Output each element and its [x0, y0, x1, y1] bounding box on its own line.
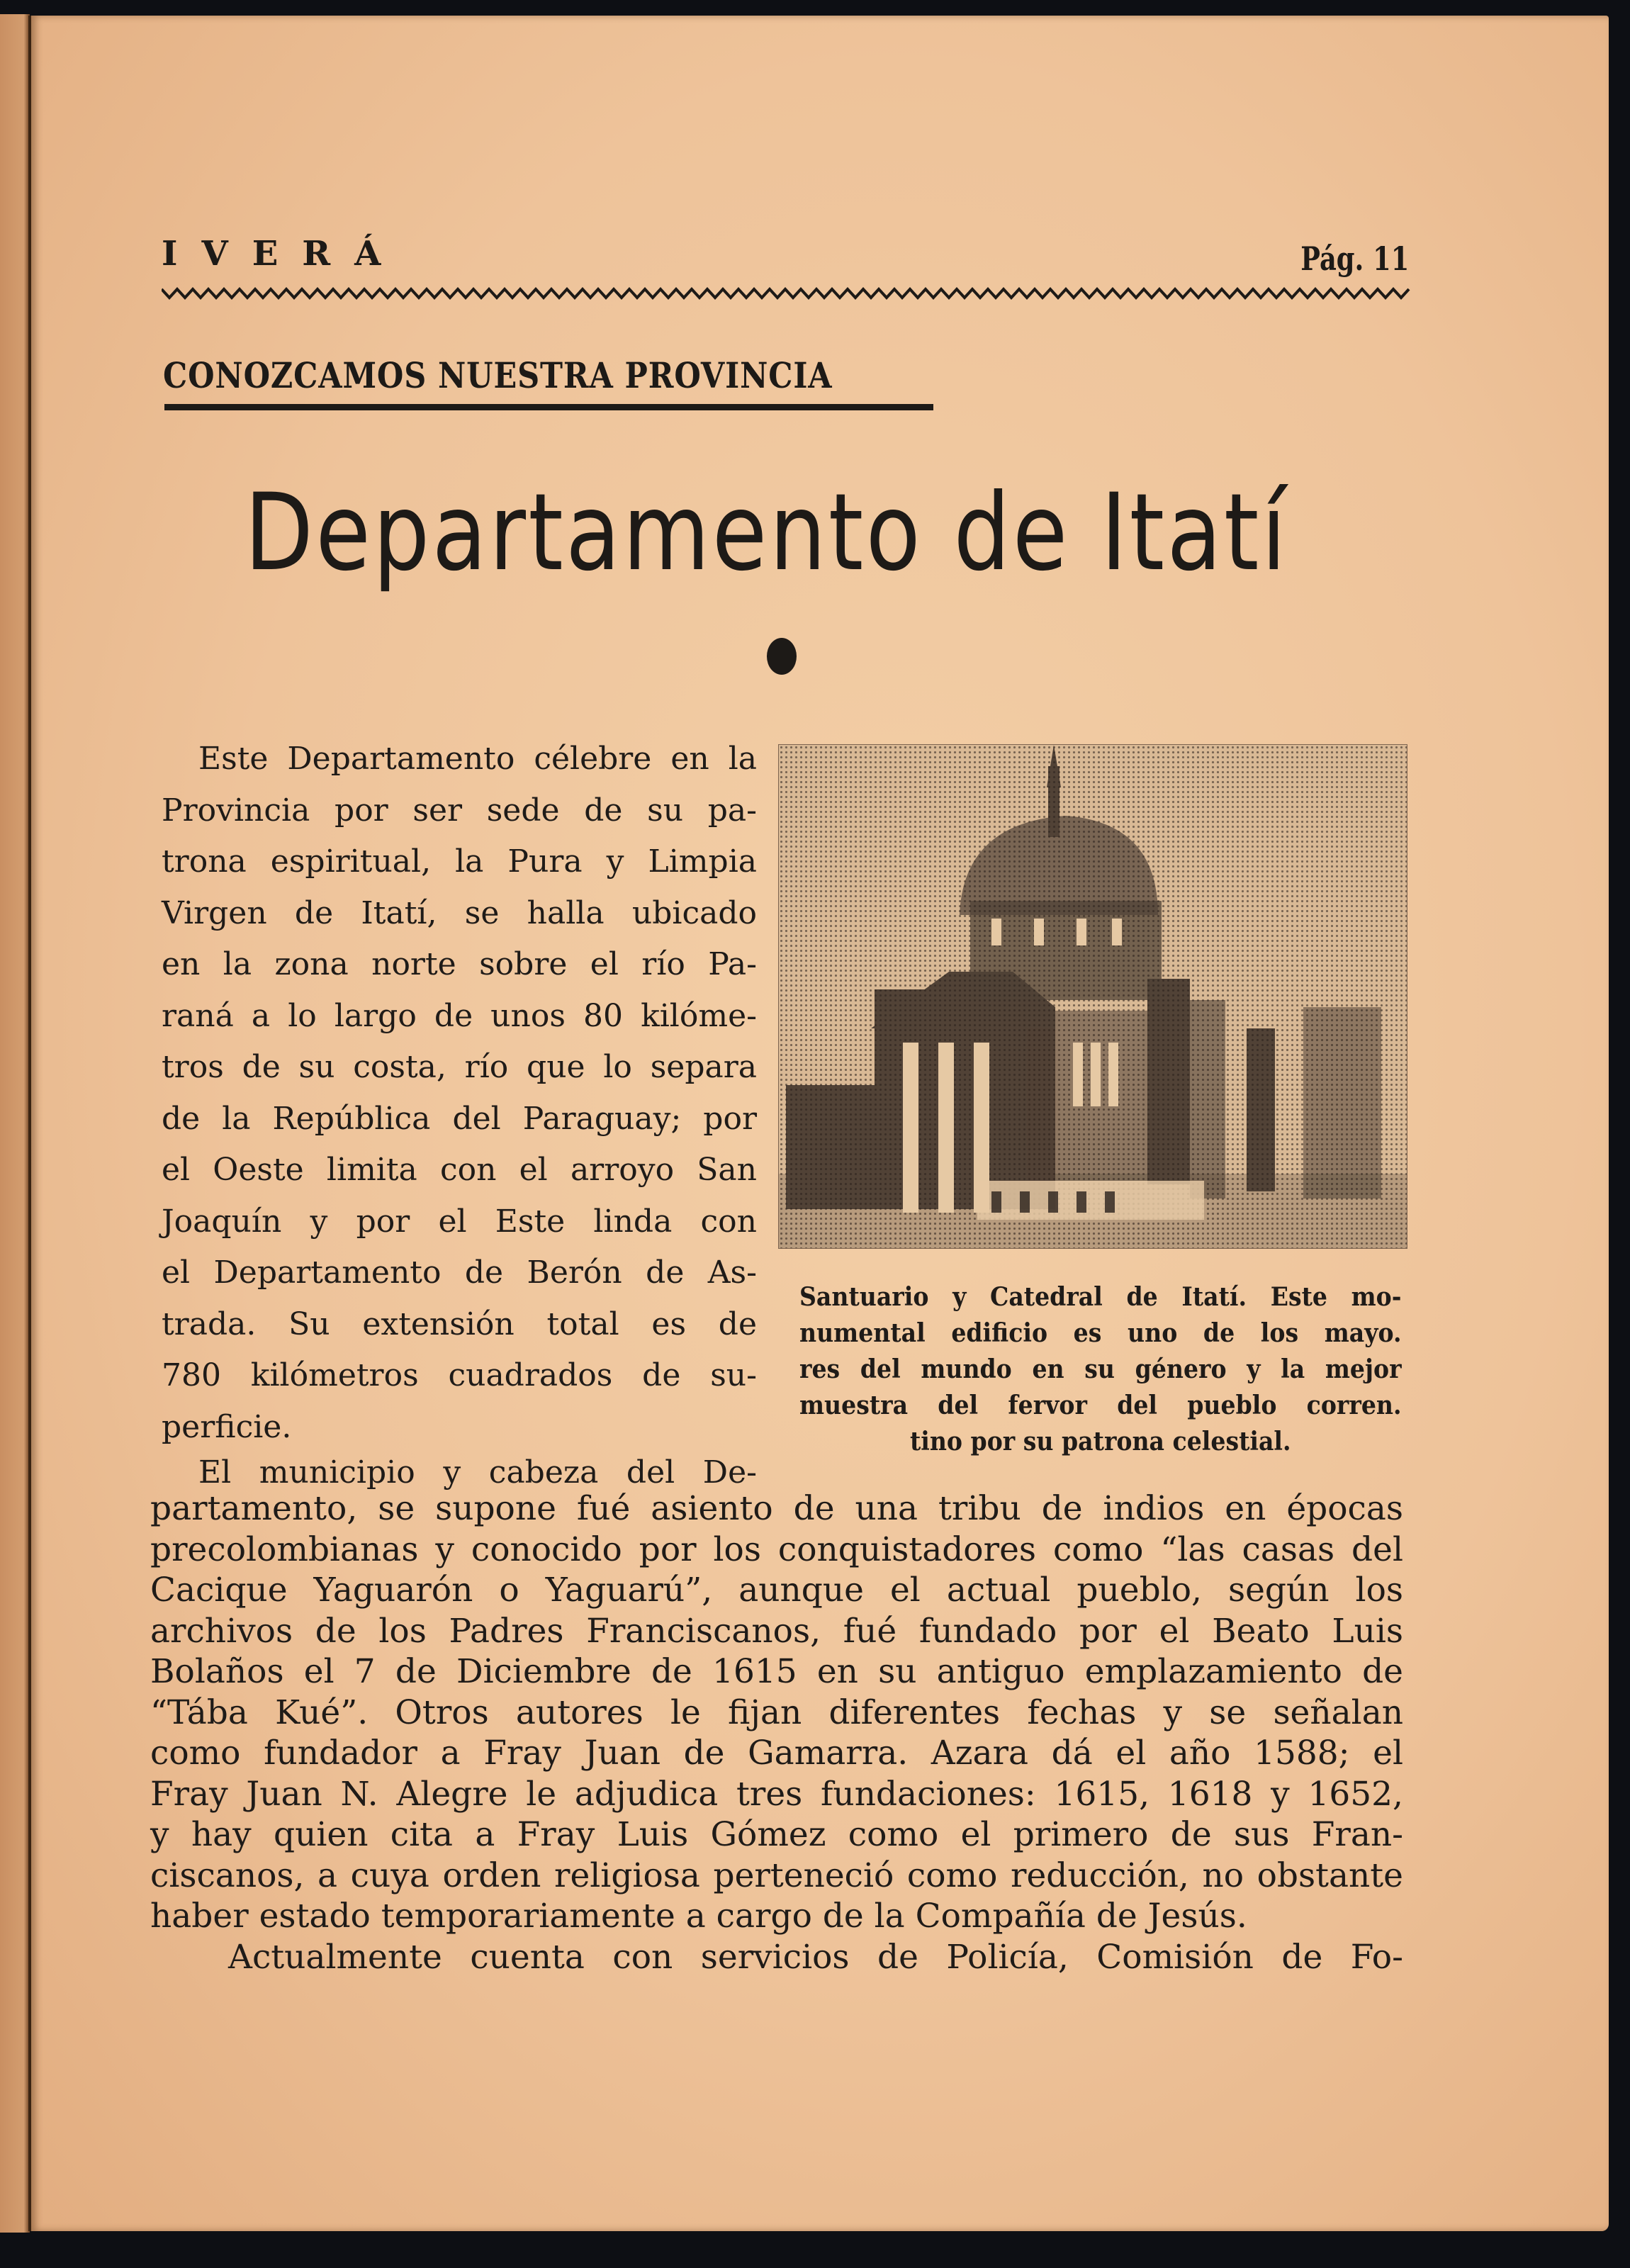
text-line: El municipio y cabeza del De-	[198, 1454, 757, 1491]
text-line: trona espiritual, la Pura y Limpia	[162, 843, 757, 880]
photo-caption	[799, 1279, 1405, 1460]
text-line: 780 kilómetros cuadrados de su-	[162, 1357, 757, 1393]
text-line: perficie.	[162, 1408, 292, 1445]
cathedral-illustration	[779, 745, 1407, 1248]
text-line: como fundador a Fray Juan de Gamarra. Azara dá el año 1588; el	[150, 1734, 1403, 1773]
zigzag-rule	[162, 286, 1410, 301]
text-line: Este Departamento célebre en la	[198, 741, 757, 777]
text-line: ciscanos, a cuya orden religiosa perteneció como reducción, no obstante	[150, 1856, 1403, 1895]
text-line: Virgen de Itatí, se halla ubicado	[162, 894, 757, 931]
caption-line: muestra del fervor del pueblo corren.	[799, 1391, 1402, 1420]
text-line: el Departamento de Berón de As-	[162, 1254, 757, 1291]
section-heading: CONOZCAMOS NUESTRA PROVINCIA	[163, 354, 833, 396]
publication-name: IVERÁ	[162, 234, 405, 274]
text-line: de la República del Paraguay; por	[162, 1100, 757, 1137]
text-line: Fray Juan N. Alegre le adjudica tres fundaciones: 1615, 1618 y 1652,	[150, 1774, 1403, 1814]
text-line: tros de su costa, río que lo separa	[162, 1049, 757, 1085]
article-title: Departamento de Itatí	[244, 471, 1289, 595]
article-column-text	[162, 734, 757, 1499]
text-line: trada. Su extensión total es de	[162, 1306, 757, 1342]
text-line: partamento, se supone fué asiento de una tribu de indios en épocas	[150, 1489, 1403, 1528]
text-line: y hay quien cita a Fray Luis Gómez como el primero de sus Fran-	[150, 1815, 1403, 1854]
article-wide-text	[150, 1488, 1403, 1977]
text-line: haber estado temporariamente a cargo de la Compañía de Jesús.	[150, 1897, 1247, 1936]
text-line: en la zona norte sobre el río Pa-	[162, 946, 757, 982]
caption-line: res del mundo en su género y la mejor	[799, 1354, 1402, 1384]
text-line: Bolaños el 7 de Diciembre de 1615 en su antiguo emplazamiento de	[150, 1652, 1403, 1691]
title-ornament-dot	[767, 638, 797, 675]
caption-line: tino por su patrona celestial.	[909, 1427, 1291, 1456]
section-underline	[164, 404, 933, 410]
text-line: “Tába Kué”. Otros autores le fijan diferentes fechas y se señalan	[150, 1692, 1403, 1732]
previous-page-edge	[0, 14, 30, 2233]
text-line: precolombianas y conocido por los conquistadores como “las casas del	[150, 1529, 1403, 1569]
text-line: raná a lo largo de unos 80 kilóme-	[162, 997, 757, 1034]
caption-line: Santuario y Catedral de Itatí. Este mo-	[799, 1282, 1402, 1312]
text-line: el Oeste limita con el arroyo San	[162, 1152, 757, 1188]
text-line: archivos de los Padres Franciscanos, fué fundado por el Beato Luis	[150, 1611, 1403, 1651]
text-line: Joaquín y por el Este linda con	[162, 1203, 757, 1240]
text-line: Cacique Yaguarón o Yaguarú”, aunque el actual pueblo, según los	[150, 1571, 1403, 1610]
page-number: Pág. 11	[1300, 240, 1409, 278]
caption-line: numental edificio es uno de los mayo.	[799, 1318, 1402, 1348]
text-line: Actualmente cuenta con servicios de Policía, Comisión de Fo-	[228, 1937, 1403, 1977]
text-line: Provincia por ser sede de su pa-	[162, 792, 757, 829]
cathedral-photo	[778, 744, 1407, 1249]
